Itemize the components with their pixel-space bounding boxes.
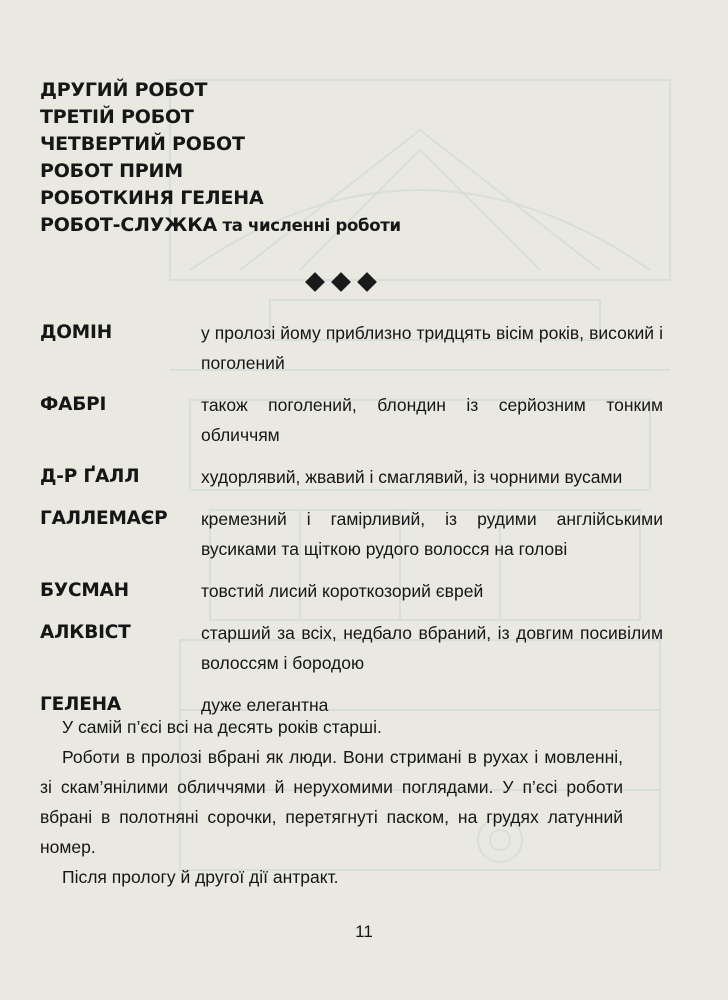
character-description: у пролозі йому приблизно тридцять вісім років, високий і поголений — [201, 323, 663, 373]
character-description: старший за всіх, недбало вбраний, із довгим посивілим волоссям і бородою — [201, 623, 663, 673]
character-entry — [40, 390, 680, 450]
cast-item: ТРЕТІЙ РОБОТ — [40, 106, 194, 128]
character-name: ГЕЛЕНА — [40, 694, 122, 715]
character-name: ГАЛЛЕМАЄР — [40, 508, 168, 529]
paragraph: Роботи в пролозі вбрані як люди. Вони стримані в рухах і мовленні, зі скам’янілими обличчями й нерухомими поглядами. У п’єсі роботи вбрані в полотняні сорочки, перетягнуті паском, на грудях латунний номер. — [40, 747, 623, 857]
character-description: худорлявий, жвавий і смаглявий, із чорними вусами — [201, 467, 623, 487]
character-description: кремезний і гамірливий, із рудими англійськими вусиками та щіткою рудого волосся на голові — [201, 509, 663, 559]
paragraph: Після прологу й другої дії антракт. — [62, 867, 339, 887]
three-diamonds-icon — [304, 272, 386, 292]
cast-list — [40, 77, 401, 239]
character-name: Д-Р ҐАЛЛ — [40, 466, 140, 487]
character-name: БУСМАН — [40, 580, 129, 601]
character-description: також поголений, блондин із серйозним тонким обличчям — [201, 395, 663, 445]
character-entry — [40, 618, 680, 678]
character-description: товстий лисий короткозорий єврей — [201, 581, 484, 601]
cast-item: РОБОТКИНЯ ГЕЛЕНА — [40, 187, 264, 209]
character-name: ФАБРІ — [40, 394, 107, 415]
character-name: АЛКВІСТ — [40, 622, 131, 643]
character-description: дуже елегантна — [201, 695, 329, 715]
body-text — [40, 712, 623, 892]
character-entry — [40, 318, 680, 378]
cast-item: ЧЕТВЕРТИЙ РОБОТ — [40, 133, 245, 155]
character-entry — [40, 576, 680, 606]
character-list — [40, 318, 680, 732]
paragraph: У самій п’єсі всі на десять років старші. — [62, 717, 382, 737]
character-entry — [40, 504, 680, 564]
cast-item: РОБОТ-СЛУЖКА та численні роботи — [40, 214, 401, 236]
character-entry — [40, 462, 680, 492]
cast-item: ДРУГИЙ РОБОТ — [40, 79, 208, 101]
page-number: 11 — [355, 922, 373, 941]
cast-item: РОБОТ ПРИМ — [40, 160, 183, 182]
character-name: ДОМІН — [40, 322, 112, 343]
